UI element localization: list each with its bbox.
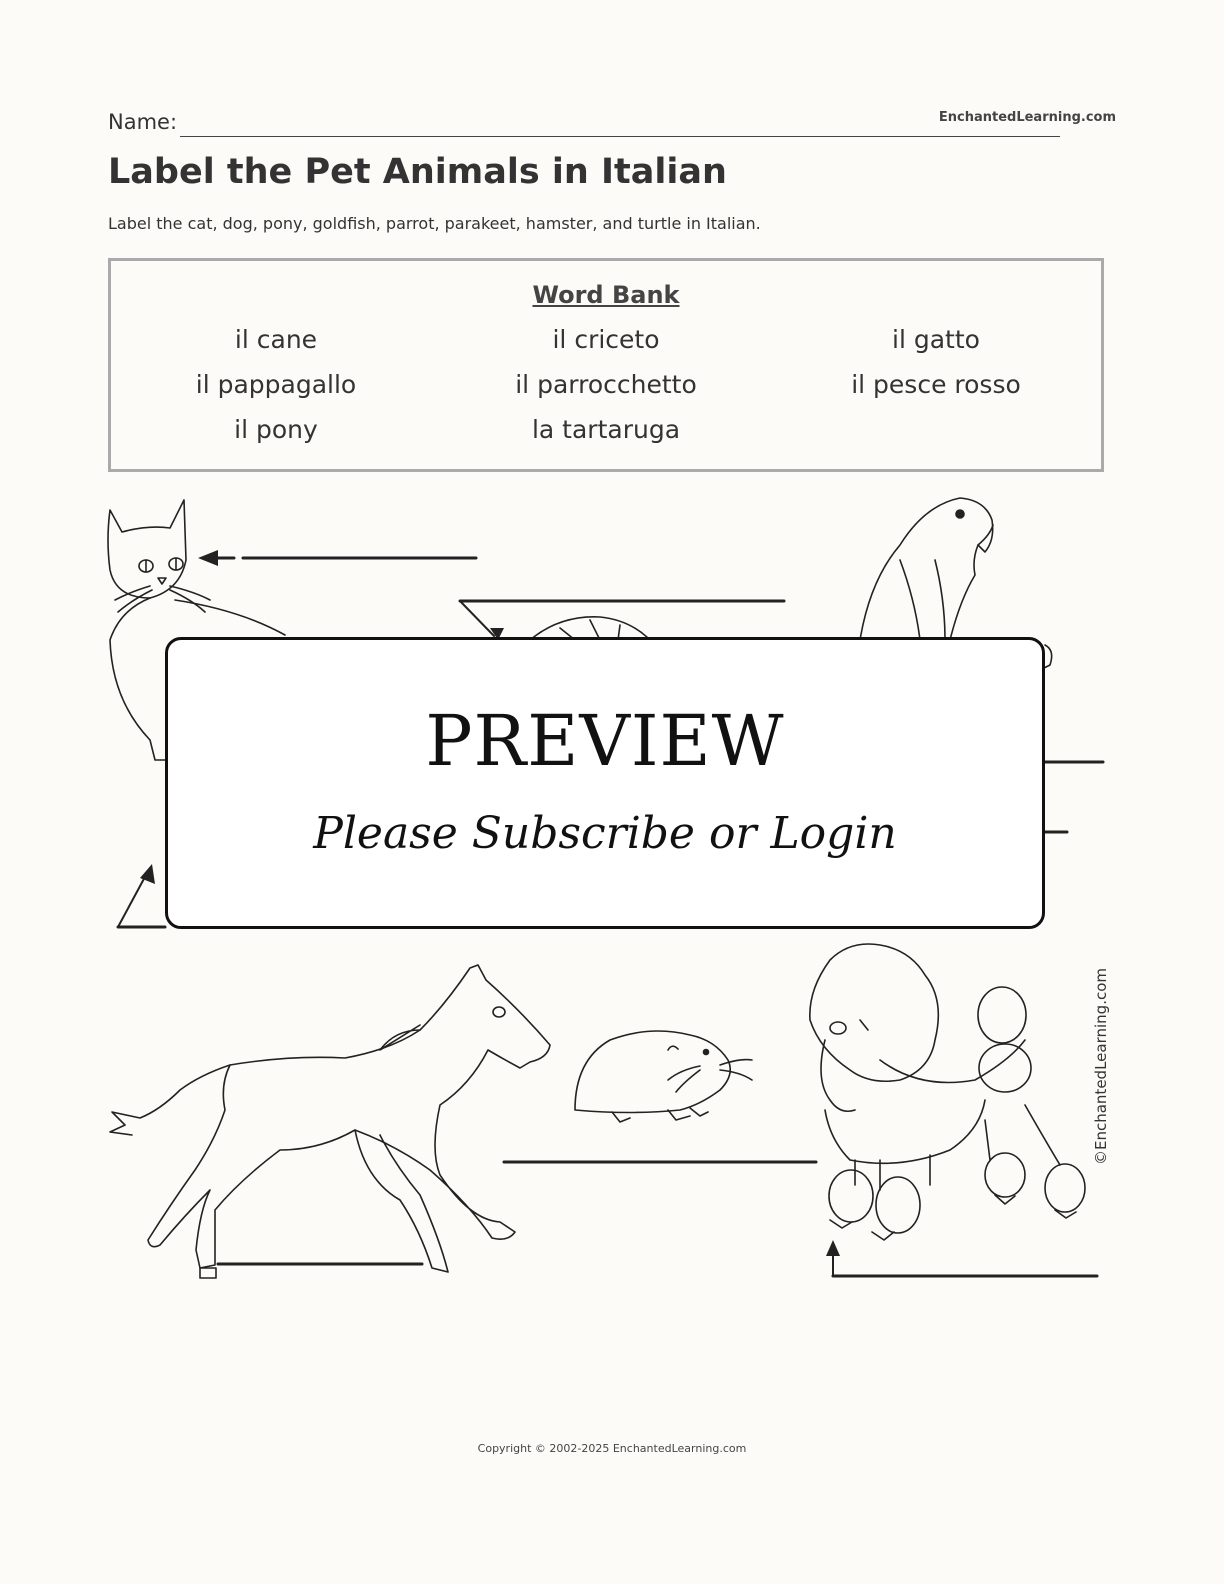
label-line-dog <box>826 1240 1097 1276</box>
word-bank-word: il pesce rosso <box>851 370 1021 399</box>
word-bank-word: il criceto <box>552 325 660 354</box>
watermark: ©EnchantedLearning.com <box>1092 968 1110 1165</box>
parrot-drawing <box>860 498 993 640</box>
copyright: Copyright © 2002-2025 EnchantedLearning.com <box>477 1442 747 1455</box>
preview-overlay[interactable] <box>165 637 1045 929</box>
pony-drawing <box>110 965 550 1278</box>
poodle-drawing <box>810 944 1085 1240</box>
subscribe-login-prompt[interactable]: Please Subscribe or Login <box>313 808 897 859</box>
word-bank-word: il gatto <box>892 325 980 354</box>
hamster-drawing <box>575 1031 752 1122</box>
site-brand[interactable]: EnchantedLearning.com <box>938 110 1116 125</box>
preview-title: PREVIEW <box>425 700 785 782</box>
word-bank-word: il parrocchetto <box>515 370 697 399</box>
word-bank-title: Word Bank <box>532 281 680 309</box>
parakeet-tail-drawing <box>1044 645 1052 668</box>
name-label: Name: <box>108 110 178 134</box>
label-line-turtle <box>460 601 784 640</box>
instructions: Label the cat, dog, pony, goldfish, parrot, parakeet, hamster, and turtle in Italian. <box>108 214 761 233</box>
word-bank-word: il cane <box>234 325 318 354</box>
label-line-goldfish <box>118 864 165 927</box>
word-bank-word: la tartaruga <box>531 415 681 444</box>
word-bank-word: il pony <box>234 415 318 444</box>
page-title: Label the Pet Animals in Italian <box>108 152 727 192</box>
word-bank-word: il pappagallo <box>195 370 357 399</box>
label-line-cat <box>198 550 476 566</box>
